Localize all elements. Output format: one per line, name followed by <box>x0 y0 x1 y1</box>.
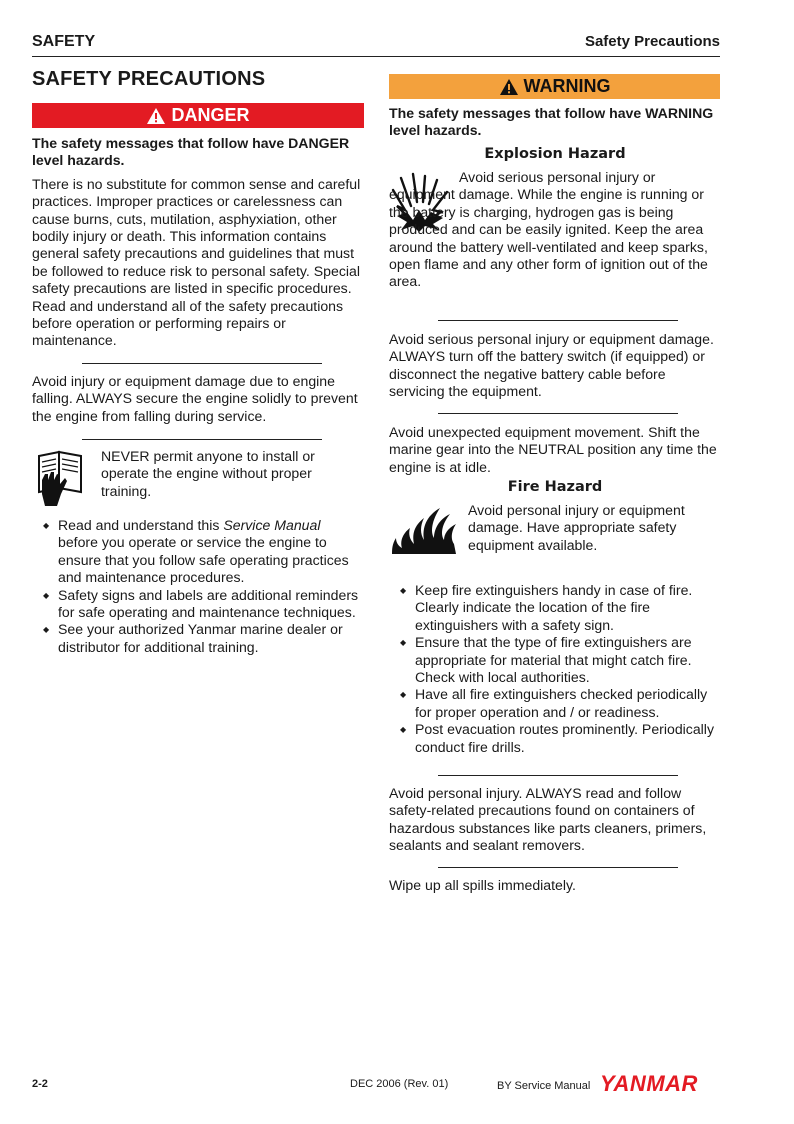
divider <box>82 363 322 364</box>
header-divider <box>32 56 720 57</box>
falling-paragraph: Avoid injury or equipment damage due to engine falling. ALWAYS secure the engine solidly to prevent the engine from falling during service. <box>32 373 358 424</box>
page-number: 2-2 <box>32 1078 48 1090</box>
divider <box>438 775 678 776</box>
list-item: ◆ Post evacuation routes prominently. Periodically conduct fire drills. <box>389 721 721 756</box>
fire-paragraph: Avoid personal injury or equipment damage. Have appropriate safety equipment available. <box>468 502 685 553</box>
list-item: ◆ Ensure that the type of fire extinguishers are appropriate for material that might catch fire. Check with local authorities. <box>389 634 721 686</box>
danger-banner <box>32 103 364 128</box>
spills-paragraph: Wipe up all spills immediately. <box>389 877 576 893</box>
divider <box>438 867 678 868</box>
list-item: ◆ Read and understand this Service Manual before you operate or service the engine to ensure that you follow safe operating practices and maintenance procedures. <box>32 517 364 587</box>
explosion-hazard-title: Explosion Hazard <box>484 146 626 162</box>
divider <box>82 439 322 440</box>
divider <box>438 413 678 414</box>
hazardous-paragraph: Avoid personal injury. ALWAYS read and follow safety-related precautions found on containers of hazardous substances like parts cleaners, primers, sealants and sealant removers. <box>389 785 707 854</box>
divider <box>438 320 678 321</box>
movement-paragraph: Avoid unexpected equipment movement. Shift the marine gear into the NEUTRAL position any time the engine is at idle. <box>389 424 717 475</box>
warning-triangle-icon <box>146 107 166 125</box>
header-topic: Safety Precautions <box>584 33 720 50</box>
manual-book-icon <box>37 450 85 508</box>
explosion-paragraph: Avoid serious personal injury or equipment damage. While the engine is running or the battery is charging, hydrogen gas is being produced and can be easily ignited. Keep the area around the battery well-ventilated and keep sparks, open flame and any other form of ignition out of the area. <box>389 169 708 290</box>
manual-name: BY Service Manual <box>497 1080 591 1092</box>
page-title: SAFETY PRECAUTIONS <box>32 68 266 90</box>
list-item: ◆ Have all fire extinguishers checked periodically for proper operation and / or readiness. <box>389 686 721 721</box>
list-item: ◆ See your authorized Yanmar marine dealer or distributor for additional training. <box>32 621 364 656</box>
fire-hazard-title: Fire Hazard <box>507 479 603 495</box>
training-paragraph: NEVER permit anyone to install or operate the engine without proper training. <box>101 448 315 499</box>
list-item: ◆ Keep fire extinguishers handy in case of fire. Clearly indicate the location of the fire extinguishers with a safety sign. <box>389 582 721 634</box>
danger-column <box>32 135 362 350</box>
warning-banner-label: WARNING <box>523 76 611 96</box>
danger-lead: The safety messages that follow have DANGER level hazards. <box>32 135 350 169</box>
danger-intro: There is no substitute for common sense and careful practices. Improper practices or carelessness can cause burns, cuts, mutilation, asphyxiation, other bodily injury or death. This information contains general safety precautions and guidelines that must be followed to reduce risk to personal safety. Special safety precautions are listed in specific procedures. Read and understand all of the safety precautions before operation or performing repairs or maintenance. <box>32 175 361 349</box>
list-item: ◆ Safety signs and labels are additional reminders for safe operating and maintenance techniques. <box>32 587 364 622</box>
revision-date: DEC 2006 (Rev. 01) <box>350 1078 449 1090</box>
fire-icon <box>390 504 458 556</box>
warning-banner <box>389 74 720 99</box>
warning-lead: The safety messages that follow have WARNING level hazards. <box>389 105 714 139</box>
header-section: SAFETY <box>32 33 96 50</box>
battery-paragraph: Avoid serious personal injury or equipment damage. ALWAYS turn off the battery switch (if equipped) or disconnect the negative battery cable before servicing the equipment. <box>389 331 714 400</box>
yanmar-logo: YANMAR <box>600 1071 698 1096</box>
danger-bullets <box>32 517 364 656</box>
danger-banner-label: DANGER <box>171 105 250 125</box>
warning-triangle-icon <box>499 78 519 96</box>
fire-bullets <box>389 582 721 756</box>
